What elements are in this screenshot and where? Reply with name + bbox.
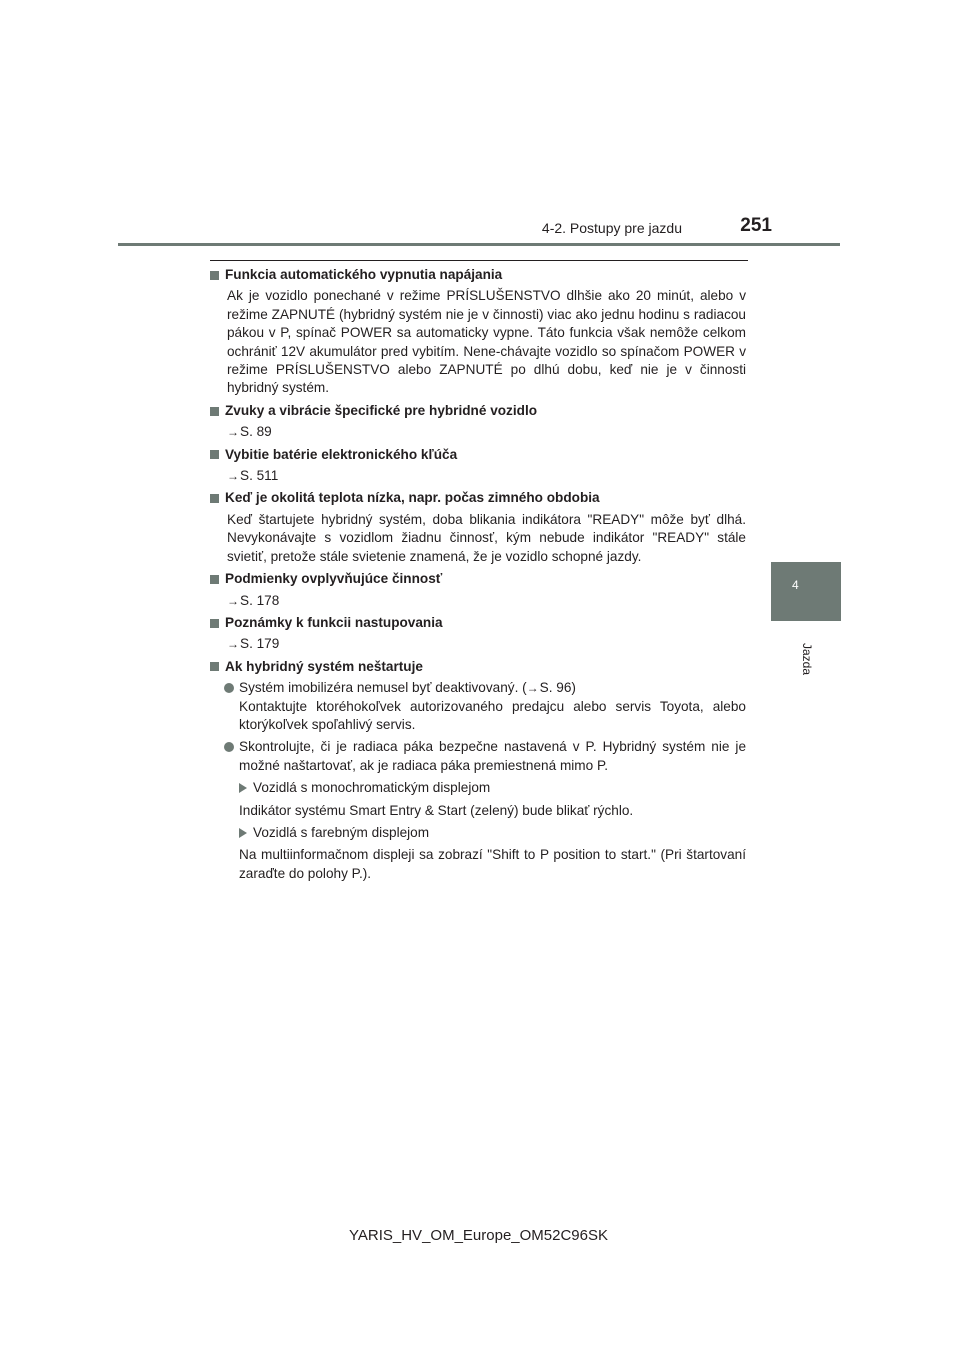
section-operating-conditions <box>210 570 746 610</box>
page-reference[interactable] <box>227 467 746 485</box>
triangle-right-icon <box>239 828 247 838</box>
page-reference[interactable] <box>227 592 746 610</box>
arrow-right-icon: → <box>227 637 239 652</box>
arrow-right-icon: → <box>227 469 239 484</box>
reference-text: S. 179 <box>240 636 280 652</box>
bullet-text: Kontaktujte ktoréhokoľvek autorizovaného predajcu alebo servis Toyota, alebo ktorýkoľvek spoľahlivý servis. <box>239 698 746 732</box>
bullet-text: ) <box>571 680 576 696</box>
section-title <box>210 614 746 632</box>
reference-text: S. 511 <box>240 468 279 484</box>
header-rule <box>118 243 840 246</box>
section-title-text: Vybitie batérie elektronického kľúča <box>225 446 458 462</box>
page-reference[interactable]: S. 96 <box>539 680 572 696</box>
sub-heading <box>239 779 746 797</box>
section-title-text: Podmienky ovplyvňujúce činnosť <box>225 571 443 587</box>
section-sounds-vibrations <box>210 402 746 442</box>
sub-heading-text: Vozidlá s farebným displejom <box>253 824 430 840</box>
section-title <box>210 402 746 420</box>
section-title <box>210 266 746 284</box>
page-content <box>210 266 746 887</box>
arrow-right-icon: → <box>227 593 239 608</box>
page-footer: YARIS_HV_OM_Europe_OM52C96SK <box>348 1227 608 1244</box>
reference-text: S. 89 <box>240 424 272 440</box>
section-auto-power-off <box>210 266 746 398</box>
chapter-side-label <box>799 632 813 692</box>
sub-description: Indikátor systému Smart Entry & Start (zelený) bude blikať rýchlo. <box>239 802 634 818</box>
square-bullet-icon <box>210 407 219 416</box>
section-title <box>210 446 746 464</box>
square-bullet-icon <box>210 575 219 584</box>
section-title-text: Ak hybridný systém neštartuje <box>225 658 423 674</box>
sub-heading-text: Vozidlá s monochromatickým displejom <box>253 780 491 796</box>
square-bullet-icon <box>210 662 219 671</box>
list-item <box>224 738 746 775</box>
section-title-text: Funkcia automatického vypnutia napájania <box>225 267 503 282</box>
bullet-text: Skontrolujte, či je radiaca páka bezpečne nastavená v P. Hybridný systém nie je možné naštartovať, ak je radiaca páka premiestnená mimo P. <box>239 739 746 773</box>
section-entry-function <box>210 614 746 654</box>
page-reference[interactable] <box>227 423 746 441</box>
section-key-battery <box>210 446 746 486</box>
page-number: 251 <box>740 215 772 236</box>
section-title-text: Keď je okolitá teplota nízka, napr. počas zimného obdobia <box>225 490 600 506</box>
triangle-right-icon <box>239 783 247 793</box>
square-bullet-icon <box>210 619 219 628</box>
section-title <box>210 489 746 507</box>
square-bullet-icon <box>210 450 219 459</box>
bullet-text: Systém imobilizéra nemusel byť deaktivovaný. ( <box>239 680 527 696</box>
chapter-label: Jazda <box>800 642 814 676</box>
content-top-rule <box>210 260 748 261</box>
circle-bullet-icon <box>224 683 234 693</box>
section-hybrid-not-starting <box>210 658 746 883</box>
sub-description: Na multiinformačnom displeji sa zobrazí "Shift to P position to start." (Pri štartovaní zaraďte do polohy P.). <box>239 847 746 881</box>
section-low-temperature <box>210 489 746 566</box>
square-bullet-icon <box>210 271 219 280</box>
section-body: Ak je vozidlo ponechané v režime PRÍSLUŠENSTVO dlhšie ako 20 minút, alebo v režime ZAPNUTÉ (hybridný systém nie je v činnosti) viac ako jednu hodinu s radiacou pákou v P, spínač POWER sa automaticky vypne. Táto funkcia však nemôže celkom ochrániť 12V akumulátor pred vybitím. Nene-chávajte vozidlo so spínačom POWER v režime PRÍSLUŠENSTVO alebo ZAPNUTÉ po dlhú dobu, keď nie je v činnosti hybridný systém. <box>227 288 746 396</box>
arrow-right-icon: → <box>227 425 239 440</box>
reference-text: S. 178 <box>240 592 280 608</box>
section-body: Keď štartujete hybridný systém, doba blikania indikátora "READY" môže byť dlhá. Nevykonávajte s vozidlom žiadnu činnosť, kým nebude indikátor "READY" stále svietiť, pretože stále svietenie znamená, že je vozidlo schopné jazdy. <box>227 511 746 564</box>
page-reference[interactable] <box>227 635 746 653</box>
chapter-tab <box>771 562 841 621</box>
list-item <box>224 679 746 734</box>
sub-heading <box>239 824 746 842</box>
section-title-text: Zvuky a vibrácie špecifické pre hybridné vozidlo <box>225 402 538 418</box>
section-title <box>210 570 746 588</box>
square-bullet-icon <box>210 494 219 503</box>
header-section-title: 4-2. Postupy pre jazdu <box>541 220 682 236</box>
chapter-number: 4 <box>792 578 799 592</box>
arrow-right-icon: → <box>526 681 539 696</box>
circle-bullet-icon <box>224 742 234 752</box>
section-title <box>210 658 746 676</box>
section-title-text: Poznámky k funkcii nastupovania <box>225 614 443 630</box>
